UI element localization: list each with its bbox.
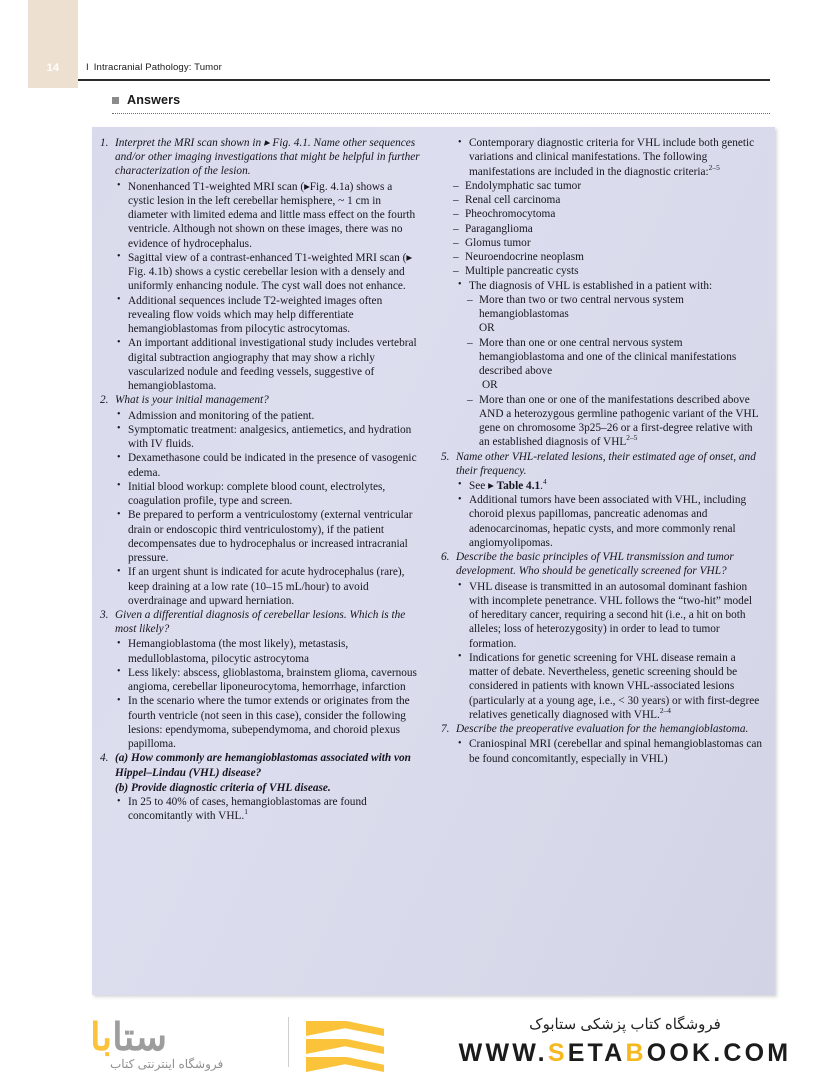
question-3-number: 3. bbox=[100, 609, 109, 622]
list-item-text: More than two or two central nervous system hemangioblastomas bbox=[479, 293, 684, 320]
section-heading bbox=[112, 93, 180, 107]
list-item: • If an urgent shunt is indicated for acute hydrocephalus (rare), keep draining at a low rate (10–15 mL/hour) to avoid overdrainage and upward herniation. bbox=[117, 565, 421, 608]
list-item: • Admission and monitoring of the patient. bbox=[117, 409, 421, 423]
url-mid: ETA bbox=[567, 1039, 626, 1067]
question-2-prompt: What is your initial management? bbox=[115, 394, 269, 407]
question-3 bbox=[98, 608, 421, 636]
list-item: • An important additional investigational study includes vertebral digital subtraction angiography that may show a richly vascularized nodule and feeding vessels, suggestive of hemangioblastoma. bbox=[117, 336, 421, 393]
question-5-number: 5. bbox=[441, 450, 450, 463]
question-5-bullets bbox=[458, 479, 762, 550]
question-1 bbox=[98, 136, 421, 179]
question-1-prompt: Interpret the MRI scan shown in ▸ Fig. 4.1. Name other sequences and/or other imaging investigations that might be helpful in further characterization of the lesion. bbox=[115, 137, 420, 178]
footnote-marker: 2–5 bbox=[708, 162, 720, 172]
list-item: • Additional sequences include T2-weighted images often revealing flow voids which may help differentiate hemangioblastomas from pilocytic astrocytomas. bbox=[117, 294, 421, 337]
page-number: 14 bbox=[46, 62, 60, 74]
heading-dotted-rule bbox=[112, 113, 770, 115]
question-5 bbox=[439, 450, 762, 478]
list-item: • Craniospinal MRI (cerebellar and spinal hemangioblastomas can be found concomitantly, especially in VHL) bbox=[458, 737, 762, 766]
list-item: • Symptomatic treatment: analgesics, antiemetics, and hydration with IV fluids. bbox=[117, 423, 421, 452]
list-item: • Hemangioblastoma (the most likely), metastasis, medulloblastoma, pilocytic astrocytoma bbox=[117, 637, 421, 666]
list-item: • The diagnosis of VHL is established in a patient with: bbox=[458, 279, 762, 293]
see-label: See ▸ bbox=[469, 479, 497, 492]
list-item: • VHL disease is transmitted in an autosomal dominant fashion with incomplete penetrance. VHL follows the “two-hit” model of hereditary cancer, requiring a second hit (i.e., a hit on both alleles; loss of heterozygosity) in order to lead to tumor formation. bbox=[458, 580, 762, 651]
question-6-number: 6. bbox=[441, 551, 450, 564]
square-bullet-icon bbox=[112, 97, 119, 104]
list-item: – Endolymphatic sac tumor bbox=[453, 179, 762, 193]
footer-watermark bbox=[0, 1005, 834, 1080]
list-item: • In the scenario where the tumor extends or originates from the fourth ventricle (not seen in this case), consider the following lesions: ependymoma, subependymoma, and choroid plexus papilloma. bbox=[117, 694, 421, 751]
list-item: • Dexamethasone could be indicated in the presence of vasogenic edema. bbox=[117, 451, 421, 480]
question-4-prompt-a: (a) How commonly are hemangioblastomas associated with von Hippel–Lindau (VHL) disease? bbox=[115, 752, 411, 779]
list-item-text: Contemporary diagnostic criteria for VHL include both genetic variations and clinical manifestations. The following manifestations are included in the diagnostic criteria: bbox=[469, 137, 755, 178]
question-2 bbox=[98, 393, 421, 407]
question-2-bullets bbox=[117, 409, 421, 609]
url-prefix: WWW. bbox=[458, 1039, 548, 1067]
list-item bbox=[467, 293, 762, 336]
logo-wordmark bbox=[90, 1015, 167, 1060]
logo-divider bbox=[288, 1017, 289, 1067]
section-heading-label: Answers bbox=[127, 93, 181, 107]
list-item: – Paraganglioma bbox=[453, 222, 762, 236]
list-item: • Nonenhanced T1-weighted MRI scan (▸Fig. 4.1a) shows a cystic lesion in the left cerebellar hemisphere, ~ 1 cm in diameter with limited edema and little mass effect on the fourth ventricle. Although not shown on these images, there was no evidence of hydrocephalus. bbox=[117, 180, 421, 251]
list-item: • Less likely: abscess, glioblastoma, brainstem glioma, cavernous angioma, cerebellar liponeurocytoma, hemorrhage, infarction bbox=[117, 666, 421, 695]
list-item: – Glomus tumor bbox=[453, 236, 762, 250]
question-4-bullets-left bbox=[117, 795, 421, 824]
question-1-number: 1. bbox=[100, 137, 109, 149]
two-column-layout bbox=[98, 136, 765, 987]
running-head-part: I bbox=[86, 62, 89, 73]
chevron-icon bbox=[306, 1057, 384, 1072]
question-1-bullets bbox=[117, 180, 421, 394]
header-rule bbox=[78, 79, 770, 81]
question-4 bbox=[98, 751, 421, 779]
seller-logo bbox=[48, 1013, 408, 1075]
list-item bbox=[467, 336, 762, 393]
list-item-text: In 25 to 40% of cases, hemangioblastomas are found concomitantly with VHL. bbox=[128, 796, 367, 823]
list-item bbox=[117, 795, 421, 824]
right-column bbox=[439, 136, 762, 987]
question-4-number: 4. bbox=[100, 752, 109, 765]
site-tagline: فروشگاه کتاب پزشکی ستابوک bbox=[529, 1016, 721, 1033]
list-item: • Initial blood workup: complete blood count, electrolytes, coagulation profile, type and screen. bbox=[117, 480, 421, 509]
list-item bbox=[458, 479, 762, 493]
conjunction-or: OR bbox=[479, 322, 495, 335]
vhl-criteria-list bbox=[453, 179, 762, 279]
running-head bbox=[86, 62, 770, 73]
left-column bbox=[98, 136, 421, 987]
table-reference: Table 4.1 bbox=[496, 479, 541, 492]
url-b: B bbox=[625, 1039, 647, 1067]
list-item bbox=[458, 651, 762, 722]
list-item-text: More than one or one central nervous system hemangioblastoma and one of the clinical manifestations described above bbox=[479, 336, 737, 377]
question-4-prompt-b: (b) Provide diagnostic criteria of VHL disease. bbox=[115, 781, 331, 794]
list-item: • Sagittal view of a contrast-enhanced T1-weighted MRI scan (▸ Fig. 4.1b) shows a cystic cerebellar lesion with a densely and uniformly enhancing nodule. The cyst wall does not enhance. bbox=[117, 251, 421, 294]
url-suffix: OOK.COM bbox=[646, 1039, 792, 1067]
list-item: • Be prepared to perform a ventriculostomy (external ventricular drain or endoscopic third ventriculostomy), if the patient decompensates due to hydrocephalus or increased intracranial pressure. bbox=[117, 508, 421, 565]
question-6-prompt: Describe the basic principles of VHL transmission and tumor development. Who should be genetically screened for VHL? bbox=[456, 551, 734, 578]
vhl-diagnosis-list bbox=[467, 293, 762, 450]
question-7 bbox=[439, 722, 762, 736]
question-3-bullets bbox=[117, 637, 421, 751]
footnote-marker: 2–5 bbox=[626, 433, 638, 443]
conjunction-or: OR bbox=[482, 379, 498, 392]
vhl-diagnosis-intro bbox=[458, 279, 762, 293]
question-7-number: 7. bbox=[441, 723, 450, 736]
question-4-bullets-right bbox=[458, 136, 762, 179]
question-6 bbox=[439, 550, 762, 578]
list-item-text: Indications for genetic screening for VHL disease remain a matter of debate. Nevertheless, genetic screening should be considered in patients with known VHL-associated lesions (particularly at a young age, i.e., < 30 years) or with first-degree relatives genetically diagnosed with VHL. bbox=[469, 651, 760, 721]
site-watermark bbox=[430, 1015, 820, 1068]
footnote-marker: 2–4 bbox=[659, 706, 671, 716]
question-5-prompt: Name other VHL-related lesions, their estimated age of onset, and their frequency. bbox=[456, 450, 756, 477]
url-s: S bbox=[547, 1039, 568, 1067]
list-item-text: More than one or one of the manifestations described above AND a heterozygous germline pathogenic variant of the VHL gene on chromosome 3p25–26 or a first-degree relative with an established diagnosis of VHL bbox=[479, 393, 759, 449]
period: . bbox=[540, 479, 543, 492]
list-item: • Additional tumors have been associated with VHL, including choroid plexus papillomas, pancreatic adenomas and adenocarcinomas, hepatic cysts, and more commonly renal angiomyolipomas. bbox=[458, 493, 762, 550]
chevron-icon bbox=[306, 1039, 384, 1054]
list-item: – Multiple pancreatic cysts bbox=[453, 264, 762, 278]
question-3-prompt: Given a differential diagnosis of cerebellar lesions. Which is the most likely? bbox=[115, 609, 406, 636]
list-item: – Pheochromocytoma bbox=[453, 207, 762, 221]
list-item bbox=[458, 136, 762, 179]
logo-subtitle: فروشگاه اینترنتی کتاب bbox=[110, 1057, 224, 1071]
list-item bbox=[467, 393, 762, 450]
question-7-bullets bbox=[458, 737, 762, 766]
answers-panel bbox=[92, 127, 775, 995]
question-2-number: 2. bbox=[100, 394, 109, 407]
question-7-prompt: Describe the preoperative evaluation for the hemangioblastoma. bbox=[456, 723, 749, 736]
footnote-marker: 4 bbox=[543, 477, 547, 487]
folio-band bbox=[28, 0, 78, 88]
logo-word-left: با bbox=[90, 1017, 113, 1059]
running-head-title: Intracranial Pathology: Tumor bbox=[93, 62, 222, 73]
list-item: – Neuroendocrine neoplasm bbox=[453, 250, 762, 264]
site-url[interactable] bbox=[430, 1039, 820, 1068]
chevron-icon bbox=[306, 1021, 384, 1036]
list-item: – Renal cell carcinoma bbox=[453, 193, 762, 207]
question-6-bullets bbox=[458, 580, 762, 723]
footnote-marker: 1 bbox=[244, 807, 248, 817]
logo-word-right: ستا bbox=[112, 1017, 168, 1059]
